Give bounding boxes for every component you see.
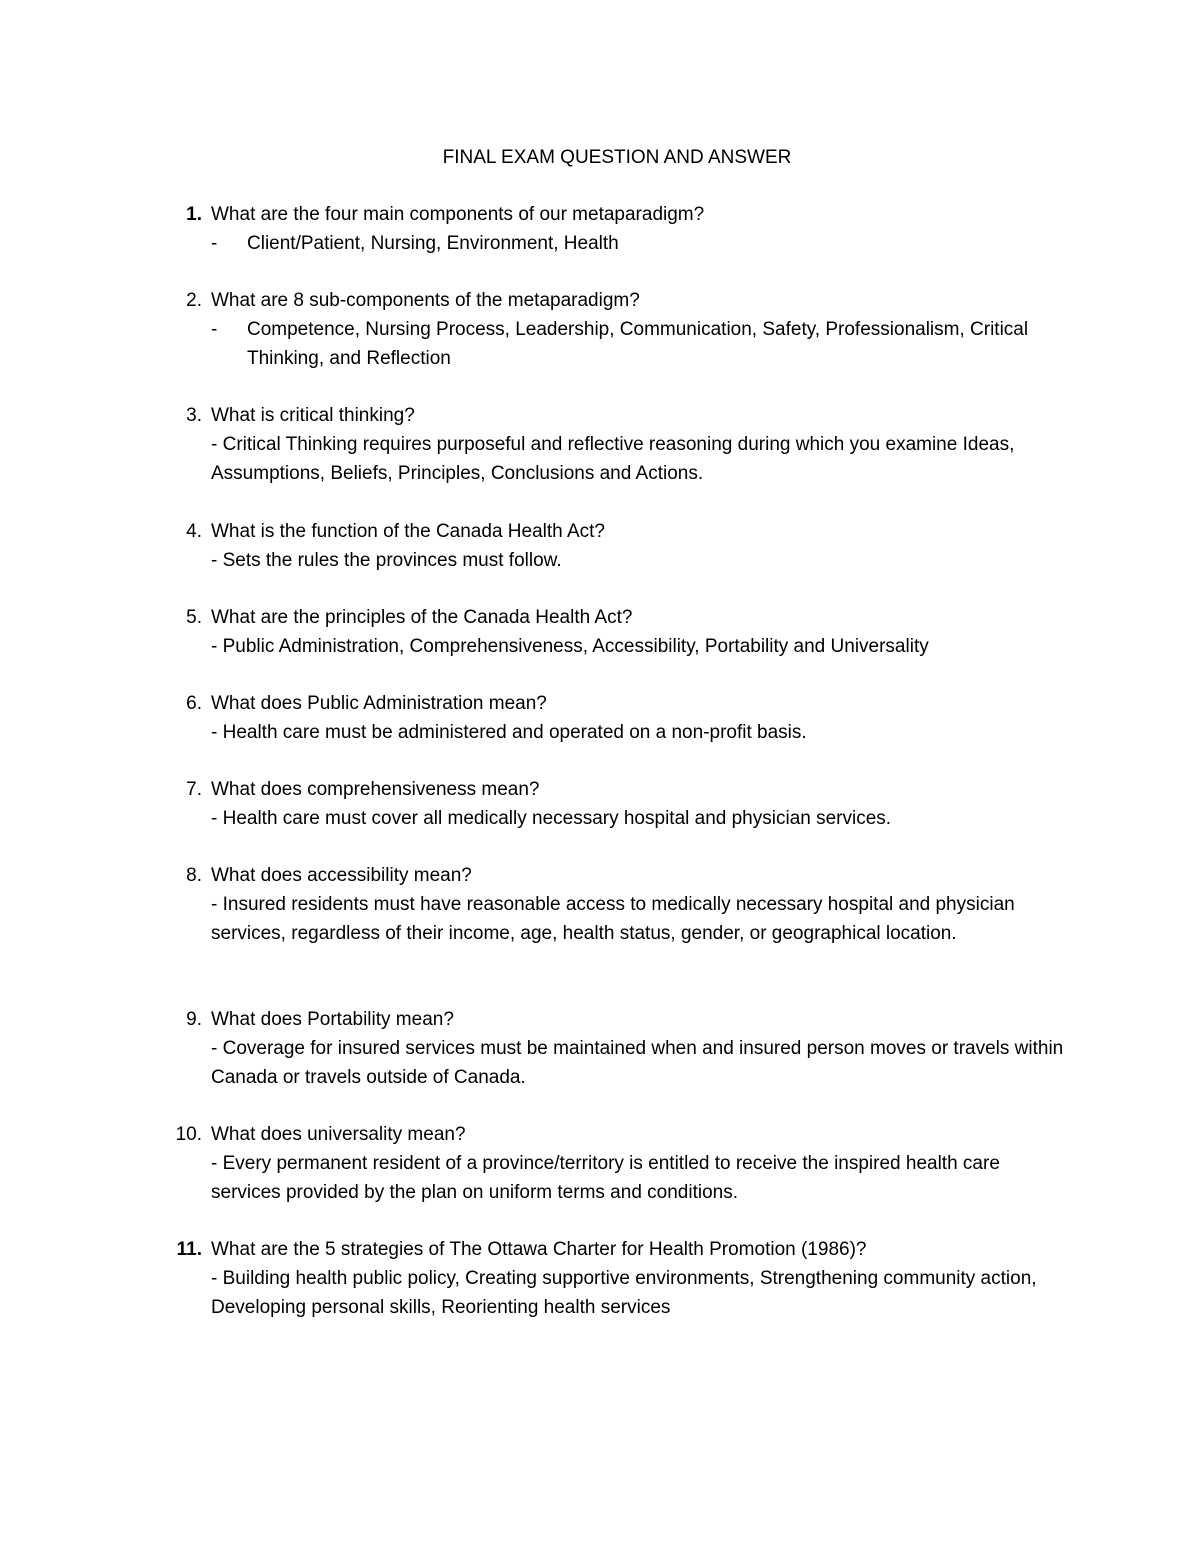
question-number: 4. (186, 521, 202, 542)
question-text: What does comprehensiveness mean? (211, 779, 540, 800)
answer-line (211, 315, 1071, 373)
answer-text: - Critical Thinking requires purposeful and reflective reasoning during which you examine Ideas, Assumptions, Beliefs, Principles, Conclusions and Actions. (211, 434, 1015, 484)
answer-text: - Coverage for insured services must be maintained when and insured person moves or travels within Canada or travels outside of Canada. (211, 1038, 1064, 1088)
question-number: 6. (186, 693, 202, 714)
question-text: What does Portability mean? (211, 1009, 454, 1030)
question-text: What does Public Administration mean? (211, 693, 547, 714)
question-text: What is the function of the Canada Health Act? (211, 521, 605, 542)
answer-text: - Health care must be administered and operated on a non-profit basis. (211, 722, 807, 743)
question-8 (186, 861, 1071, 948)
question-3 (186, 401, 1071, 488)
question-number: 3. (186, 405, 202, 426)
question-text: What does accessibility mean? (211, 865, 472, 886)
question-11 (176, 1235, 1071, 1322)
question-2 (186, 286, 1071, 373)
question-text: What are the principles of the Canada Health Act? (211, 607, 633, 628)
answer-dash: - (211, 319, 218, 340)
question-number: 7. (186, 779, 202, 800)
question-text: What are 8 sub-components of the metaparadigm? (211, 290, 640, 311)
answer-text: Client/Patient, Nursing, Environment, Health (247, 233, 619, 254)
question-number: 5. (186, 607, 202, 628)
question-text: What are the four main components of our metaparadigm? (211, 204, 705, 225)
question-number: 8. (186, 865, 202, 886)
question-number: 2. (186, 290, 202, 311)
question-text: What is critical thinking? (211, 405, 415, 426)
question-text: What are the 5 strategies of The Ottawa Charter for Health Promotion (1986)? (211, 1239, 867, 1260)
question-number: 10. (175, 1124, 202, 1145)
question-7 (186, 775, 1071, 833)
question-5 (186, 603, 1071, 661)
answer-line (211, 229, 1071, 258)
question-10 (175, 1120, 1071, 1207)
answer-text: - Sets the rules the provinces must follow. (211, 550, 562, 571)
answer-text: - Public Administration, Comprehensiveness, Accessibility, Portability and Universality (211, 636, 929, 657)
answer-dash: - (211, 233, 218, 254)
question-6 (186, 689, 1071, 747)
question-number: 11. (176, 1239, 202, 1260)
question-number: 1. (186, 204, 202, 225)
answer-text: - Every permanent resident of a province/territory is entitled to receive the inspired health care services provided by the plan on uniform terms and conditions. (211, 1153, 1000, 1203)
answer-text: - Insured residents must have reasonable access to medically necessary hospital and physician services, regardless of their income, age, health status, gender, or geographical location. (211, 894, 1015, 944)
question-9 (186, 1005, 1071, 1092)
question-number: 9. (186, 1009, 202, 1030)
question-1 (186, 200, 1071, 258)
answer-text: - Health care must cover all medically necessary hospital and physician services. (211, 808, 892, 829)
question-4 (186, 517, 1071, 575)
answer-text: - Building health public policy, Creating supportive environments, Strengthening community action, Developing personal skills, Reorienting health services (211, 1268, 1037, 1318)
page-title: FINAL EXAM QUESTION AND ANSWER (442, 147, 792, 168)
question-text: What does universality mean? (211, 1124, 466, 1145)
answer-text: Competence, Nursing Process, Leadership, Communication, Safety, Professionalism, Critical Thinking, and Reflection (247, 319, 1029, 369)
